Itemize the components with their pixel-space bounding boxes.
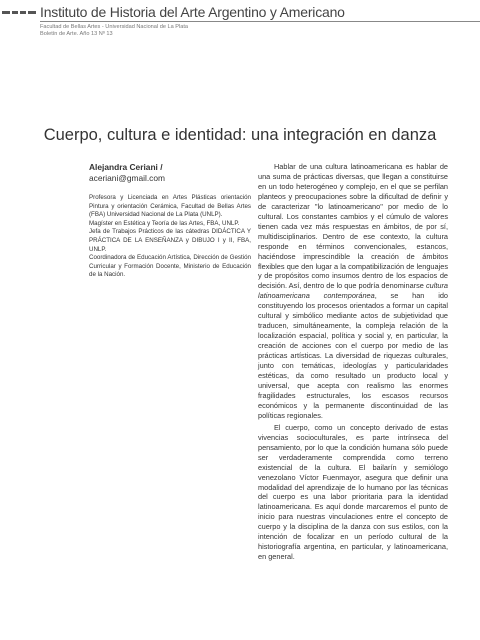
bio-line: Coordinadora de Educación Artística, Dirección de Gestión Curricular y Formación Docente, Ministerio de Educación de la Nación. [89,254,251,279]
bio-line: Jefa de Trabajos Prácticos de las cátedras DIDÁCTICA Y PRÁCTICA DE LA ENSEÑANZA y DIBUJO I y II, FBA, UNLP. [89,228,251,253]
author-bio [89,194,251,280]
header-decoration [12,11,18,14]
bio-line: Profesora y Licenciada en Artes Plásticas orientación Pintura y orientación Cerámica, Facultad de Bellas Artes (FBA) Universidad Nacional de La Plata (UNLP). [89,194,251,219]
author-name: Alejandra Ceriani / [89,162,163,172]
body-paragraph: El cuerpo, como un concepto derivado de estas vivencias socioculturales, es parte intrínseca del pensamiento, por lo que la condición humana sólo puede ser verdaderamente comprendida como terreno existencial de la cultura. El bailarín y semiólogo venezolano Víctor Fuenmayor, asegura que definir una modalidad del aprendizaje de lo humano por las técnicas del cuerpo es una labor prioritaria para la identidad latinoamericana. Es aquí donde marcaremos el punto de inicio para nuestras vinculaciones entre el concepto de cuerpo y la disciplina de la danza con sus estilos, con la intención de focalizar en un período cultural de la historiografía argentina, en particular, y latinoamericana, en general. [258,422,448,562]
header-decoration [20,11,26,14]
body-emphasis: cultura latinoamericana contemporánea [258,281,448,301]
journal-header [0,0,480,62]
header-decoration [2,11,10,14]
header-rule [40,21,480,22]
article-title: Cuerpo, cultura e identidad: una integración en danza [43,126,437,144]
header-decoration [28,11,36,14]
author-column [89,162,251,280]
body-paragraph [258,162,448,421]
journal-title: Instituto de Historia del Arte Argentino y Americano [40,4,345,20]
article-body [258,162,448,562]
institution-name: Facultad de Bellas Artes - Universidad Nacional de La Plata [40,24,189,30]
author-email[interactable]: aceriani@gmail.com [89,173,165,183]
bio-line: Magíster en Estética y Teoría de las Artes, FBA, UNLP. [89,219,240,227]
bulletin-info: Boletín de Arte. Año 13 Nº 13 [40,31,113,37]
body-text: , se han ido constituyendo los procesos orientados a formar un capital cultural y simbólico mediante actos de subjetividad que traducen, simultáneamente, la compleja relación de la localización espacial, política y social y, en particular, la creación de acciones con el cuerpo por medio de las prácticas artísticas. La diversidad de riquezas culturales, junto con temáticas, ideologías y particularidades estéticas, da como resultado un producto local y universal, que acepta con realismo las enormes fragilidades estructurales, los escasos recursos económicos y la permanente discontinuidad de las políticas regionales. [258,291,448,420]
body-text: Hablar de una cultura latinoamericana es hablar de una suma de prácticas diversas, que llegan a constituirse en un todo heterogéneo y complejo, en el que se perfilan planteos y preocupaciones sobre la dificultad de definir y de caracterizar "lo latinoamericano" por medio de lo cultural. Los constantes cambios y el cúmulo de valores tienen cada vez más respuestas en ámbitos, de por sí, multidisciplinarios. Dentro de ese contexto, la cultura responde en términos convencionales, estancos, haciéndose imprescindible la creación de ámbitos flexibles que den lugar a la compatibilización de lenguajes y de propósitos como insumos dentro de los espacios de decisión. Así, dentro de lo que podría denominarse [258,162,448,291]
